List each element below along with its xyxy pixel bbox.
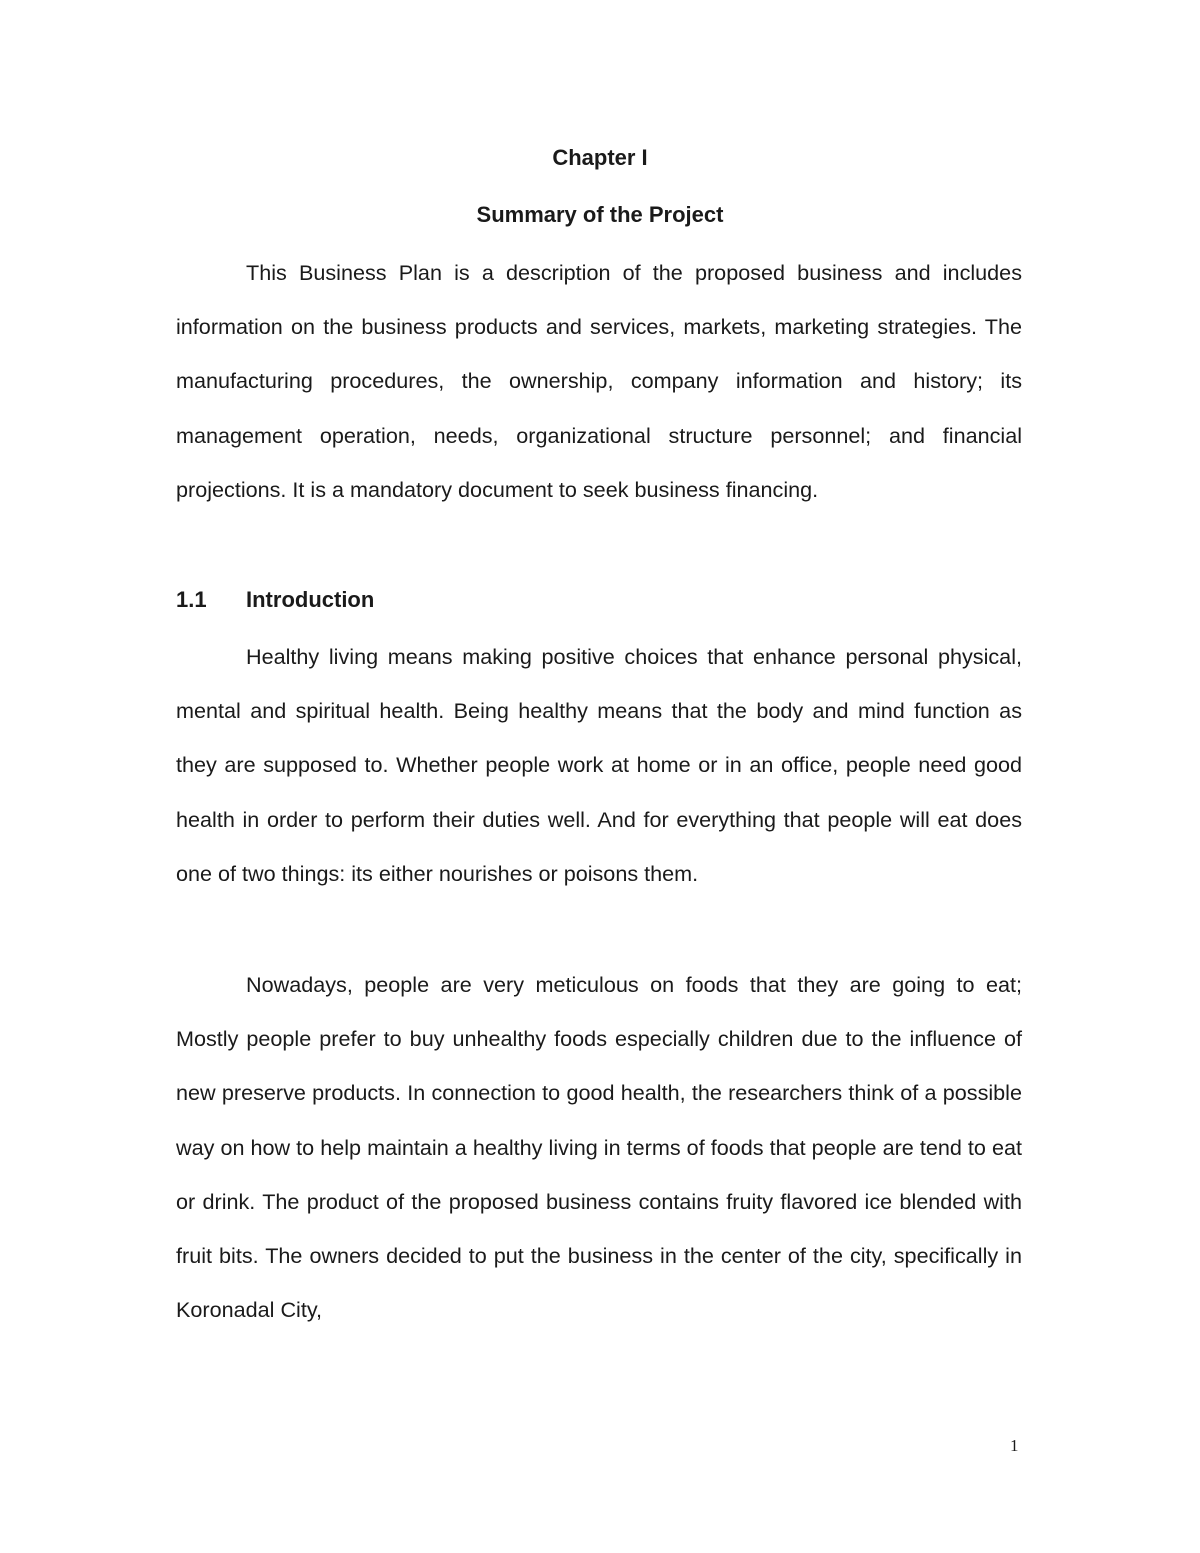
page-number: 1	[1010, 1436, 1019, 1455]
chapter-title: Chapter I	[552, 145, 648, 170]
subsection-title: Introduction	[246, 587, 375, 612]
subsection-heading	[176, 587, 374, 613]
intro-paragraph: Healthy living means making positive choices that enhance personal physical, mental and spiritual health. Being healthy means that the body and mind function as they are supposed to. Whether people work at home or in an office, people need good health in order to perform their duties well. And for everything that people will eat does one of two things: its either nourishes or poisons them.	[176, 644, 1022, 886]
intro-paragraph: Nowadays, people are very meticulous on foods that they are going to eat; Mostly people prefer to buy unhealthy foods especially children due to the influence of new preserve products. In connection to good health, the researchers think of a possible way on how to help maintain a healthy living in terms of foods that people are tend to eat or drink. The product of the proposed business contains fruity flavored ice blended with fruit bits. The owners decided to put the business in the center of the city, specifically in Koronadal City,	[176, 972, 1022, 1323]
subsection-number: 1.1	[176, 587, 207, 612]
section-title: Summary of the Project	[476, 202, 724, 227]
summary-paragraph: This Business Plan is a description of the proposed business and includes information on the business products and services, markets, marketing strategies. The manufacturing procedures, the ownership, company information and history; its management operation, needs, organizational structure personnel; and financial projections. It is a mandatory document to seek business financing.	[176, 260, 1022, 502]
